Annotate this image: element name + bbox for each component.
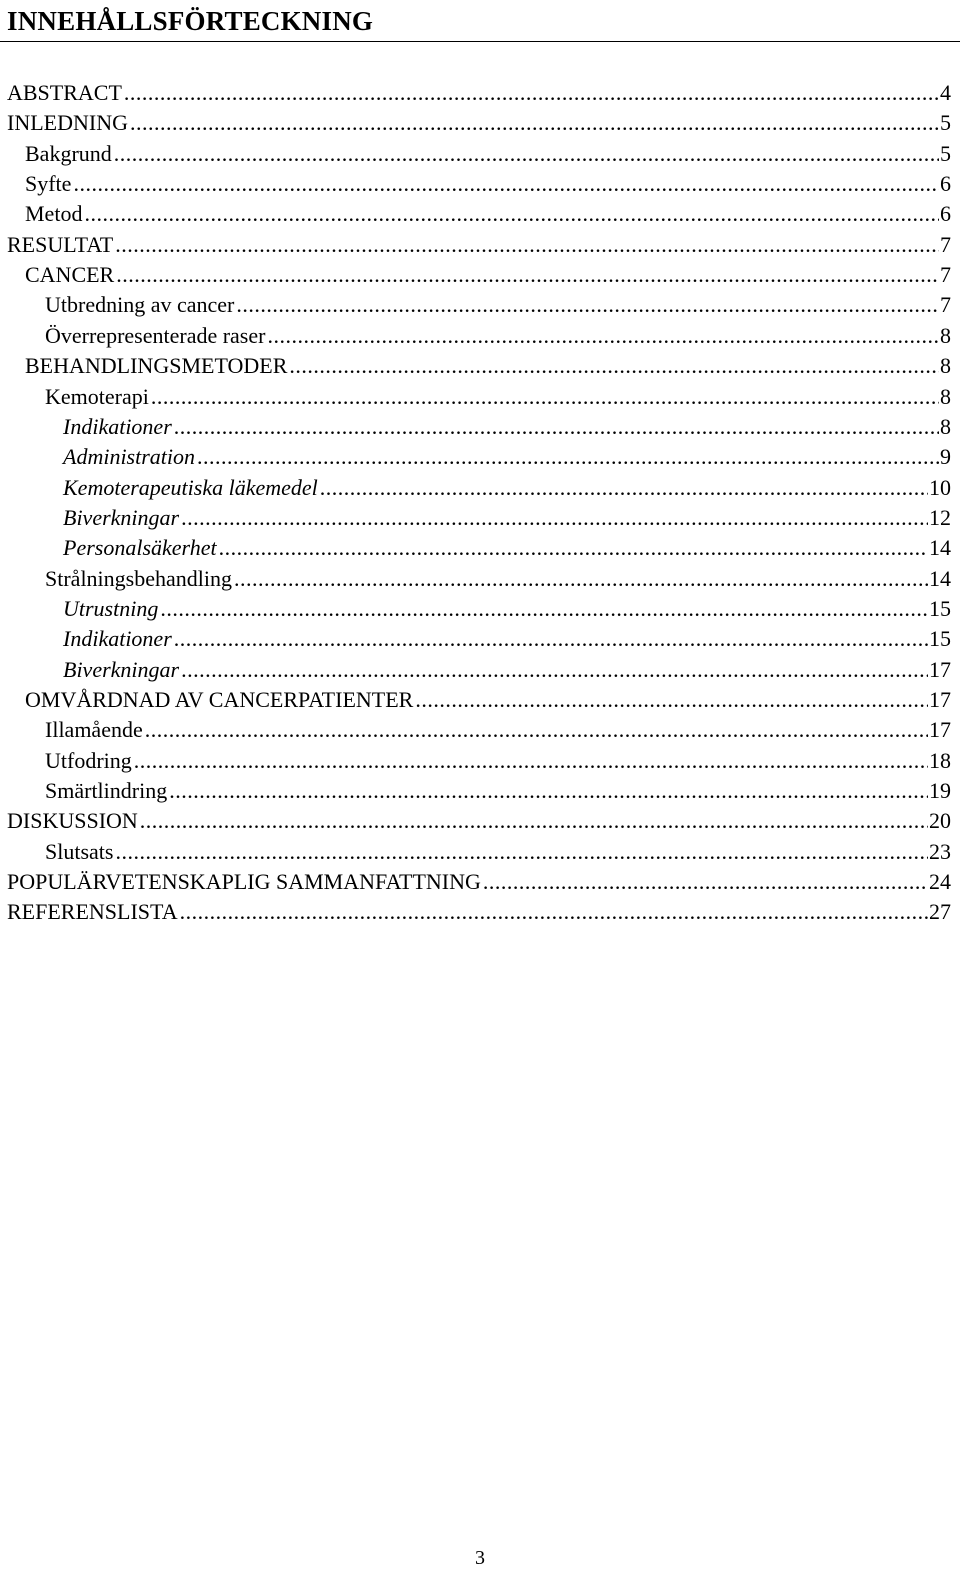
toc-entry[interactable] [45, 715, 951, 745]
toc-dot-leader [115, 230, 939, 260]
toc-entry-page: 14 [929, 535, 951, 560]
toc-dot-leader [115, 837, 928, 867]
toc-entry-page: 6 [940, 171, 951, 196]
title-underline [0, 41, 960, 42]
toc-entry-page: 20 [929, 808, 951, 833]
page-title: INNEHÅLLSFÖRTECKNING [7, 6, 374, 36]
toc-entry-title: Smärtlindring [45, 778, 168, 803]
toc-entry-title: Indikationer [63, 626, 172, 651]
toc-entry[interactable] [7, 806, 951, 836]
toc-entry-page: 7 [940, 292, 951, 317]
toc-entry-title: Personalsäkerhet [63, 535, 217, 560]
toc-dot-leader [181, 655, 928, 685]
toc-entry-page: 17 [929, 717, 951, 742]
toc-entry-page: 14 [929, 566, 951, 591]
toc-entry-page: 18 [929, 748, 951, 773]
toc-entry-title: Utrustning [63, 596, 159, 621]
toc-dot-leader [130, 108, 939, 138]
toc-entry-page: 8 [940, 323, 951, 348]
toc-entry-page: 19 [929, 778, 951, 803]
toc-entry-page: 17 [929, 687, 951, 712]
toc-entry[interactable] [63, 503, 951, 533]
toc-dot-leader [124, 78, 939, 108]
toc-entry[interactable] [63, 594, 951, 624]
toc-entry-title: Bakgrund [25, 141, 112, 166]
toc-entry[interactable] [7, 897, 951, 927]
toc-dot-leader [483, 867, 928, 897]
toc-dot-leader [180, 897, 928, 927]
toc-entry-title: Utbredning av cancer [45, 292, 235, 317]
toc-dot-leader [236, 290, 939, 320]
toc-entry-title: POPULÄRVETENSKAPLIG SAMMANFATTNING [7, 869, 481, 894]
toc-entry-page: 10 [929, 475, 951, 500]
toc-entry[interactable] [63, 655, 951, 685]
toc-entry-title: RESULTAT [7, 232, 114, 257]
toc-entry-title: Kemoterapeutiska läkemedel [63, 475, 318, 500]
toc-entry-title: Överrepresenterade raser [45, 323, 266, 348]
toc-dot-leader [320, 473, 928, 503]
toc-entry-title: INLEDNING [7, 110, 128, 135]
toc-entry[interactable] [45, 290, 951, 320]
toc-entry-page: 27 [929, 899, 951, 924]
toc-entry-page: 5 [940, 141, 951, 166]
toc-entry-page: 6 [940, 201, 951, 226]
toc-entry-page: 17 [929, 657, 951, 682]
toc-entry-page: 7 [940, 262, 951, 287]
toc-entry[interactable] [45, 837, 951, 867]
toc-dot-leader [160, 594, 928, 624]
toc-entry-page: 8 [940, 384, 951, 409]
toc-entry[interactable] [25, 169, 951, 199]
toc-entry-title: Syfte [25, 171, 72, 196]
toc-entry-page: 9 [940, 444, 951, 469]
toc-entry[interactable] [63, 473, 951, 503]
toc-entry-title: Biverkningar [63, 657, 180, 682]
toc-entry-title: Indikationer [63, 414, 172, 439]
toc-dot-leader [174, 412, 939, 442]
toc-entry-title: Strålningsbehandling [45, 566, 232, 591]
toc-entry-page: 23 [929, 839, 951, 864]
toc-entry-title: OMVÅRDNAD AV CANCERPATIENTER [25, 687, 414, 712]
toc-entry[interactable] [63, 442, 951, 472]
toc-entry-title: ABSTRACT [7, 80, 122, 105]
toc-entry[interactable] [25, 139, 951, 169]
toc-entry-title: Slutsats [45, 839, 114, 864]
toc-entry[interactable] [25, 685, 951, 715]
page-number: 3 [475, 1547, 485, 1569]
toc-dot-leader [234, 564, 928, 594]
toc-dot-leader [73, 169, 939, 199]
toc-entry-page: 7 [940, 232, 951, 257]
toc-dot-leader [174, 624, 928, 654]
toc-dot-leader [140, 806, 928, 836]
toc-entry[interactable] [7, 78, 951, 108]
toc-entry-title: DISKUSSION [7, 808, 138, 833]
toc-dot-leader [197, 442, 939, 472]
toc-entry-page: 15 [929, 626, 951, 651]
toc-entry[interactable] [63, 533, 951, 563]
toc-entry-title: CANCER [25, 262, 115, 287]
toc-entry[interactable] [45, 321, 951, 351]
toc-entry-title: REFERENSLISTA [7, 899, 178, 924]
toc-dot-leader [84, 199, 939, 229]
toc-entry-title: BEHANDLINGSMETODER [25, 353, 288, 378]
toc-entry-page: 5 [940, 110, 951, 135]
toc-dot-leader [169, 776, 928, 806]
toc-dot-leader [134, 746, 928, 776]
toc-entry-title: Metod [25, 201, 83, 226]
toc-dot-leader [181, 503, 928, 533]
toc-entry-page: 24 [929, 869, 951, 894]
toc-entry[interactable] [7, 230, 951, 260]
toc-entry-title: Biverkningar [63, 505, 180, 530]
toc-entry-title: Administration [63, 444, 196, 469]
toc-dot-leader [114, 139, 939, 169]
toc-entry-title: Utfodring [45, 748, 132, 773]
toc-dot-leader [151, 382, 939, 412]
toc-entry[interactable] [45, 776, 951, 806]
toc-entry-title: Kemoterapi [45, 384, 149, 409]
toc-entry[interactable] [25, 351, 951, 381]
toc-entry[interactable] [25, 199, 951, 229]
toc-entry-title: Illamående [45, 717, 143, 742]
toc-entry-page: 8 [940, 414, 951, 439]
toc-dot-leader [415, 685, 928, 715]
toc-entry[interactable] [45, 564, 951, 594]
toc-entry[interactable] [45, 382, 951, 412]
toc-entry[interactable] [7, 108, 951, 138]
toc-entry[interactable] [7, 867, 951, 897]
toc-dot-leader [219, 533, 928, 563]
toc-entry-page: 15 [929, 596, 951, 621]
toc-dot-leader [145, 715, 928, 745]
toc-entry[interactable] [63, 412, 951, 442]
toc-entry[interactable] [45, 746, 951, 776]
toc-dot-leader [289, 351, 939, 381]
toc-entry-page: 12 [929, 505, 951, 530]
toc-entry[interactable] [25, 260, 951, 290]
toc-entry[interactable] [63, 624, 951, 654]
toc-dot-leader [116, 260, 939, 290]
toc-dot-leader [267, 321, 939, 351]
toc-entry-page: 4 [940, 80, 951, 105]
toc-entry-page: 8 [940, 353, 951, 378]
